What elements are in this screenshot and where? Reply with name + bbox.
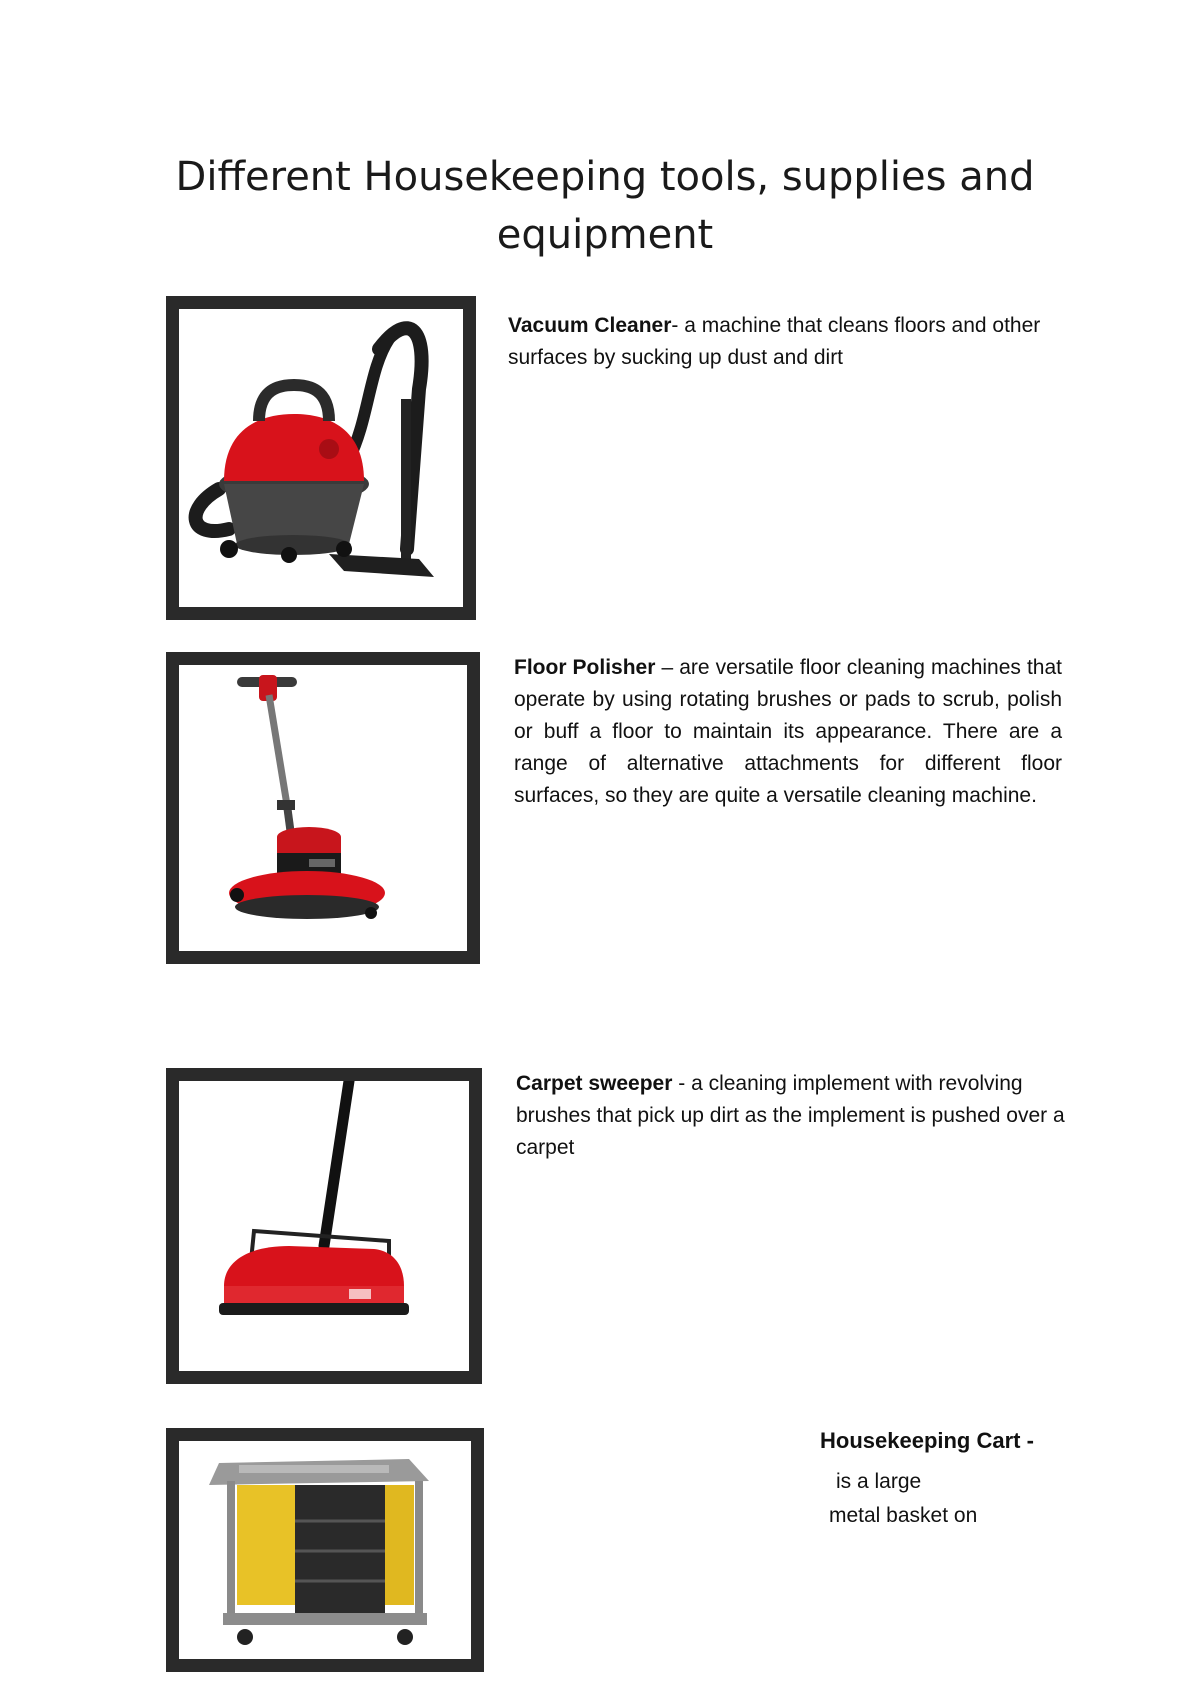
floor-polisher-name: Floor Polisher <box>514 656 656 679</box>
floor-polisher-illustration <box>179 665 467 951</box>
page-title: Different Housekeeping tools, supplies and equipment <box>175 154 1035 258</box>
vacuum-cleaner-text: a machine that cleans floors and other surfaces by sucking up dust and dirt <box>508 314 1041 369</box>
vacuum-cleaner-description <box>508 310 1068 374</box>
carpet-sweeper-separator: - <box>672 1072 692 1095</box>
carpet-sweeper-image <box>166 1068 482 1384</box>
vacuum-cleaner-separator: - <box>671 314 685 337</box>
carpet-sweeper-name: Carpet sweeper <box>516 1072 673 1095</box>
housekeeping-cart-illustration <box>179 1441 471 1659</box>
carpet-sweeper-text: a cleaning implement with revolving brushes that pick up dirt as the implement is pushed over a carpet <box>516 1072 1065 1159</box>
floor-polisher-text: are versatile floor cleaning machines that operate by using rotating brushes or pads to scrub, polish or buff a floor to maintain its appearance. There are a range of alternative attachments for different floor surfaces, so they are quite a versatile cleaning machine. <box>514 656 1062 807</box>
housekeeping-cart-line-2: metal basket on <box>829 1504 978 1527</box>
vacuum-cleaner-name: Vacuum Cleaner <box>508 314 672 337</box>
housekeeping-cart-line-1: is a large <box>836 1470 922 1493</box>
carpet-sweeper-illustration <box>179 1081 469 1371</box>
floor-polisher-description <box>514 652 1062 812</box>
floor-polisher-image <box>166 652 480 964</box>
carpet-sweeper-description <box>516 1068 1076 1164</box>
housekeeping-cart-name: Housekeeping Cart - <box>820 1428 1034 1453</box>
vacuum-cleaner-illustration <box>179 309 463 607</box>
housekeeping-cart-image <box>166 1428 484 1672</box>
floor-polisher-separator: – <box>655 656 680 679</box>
vacuum-cleaner-image <box>166 296 476 620</box>
